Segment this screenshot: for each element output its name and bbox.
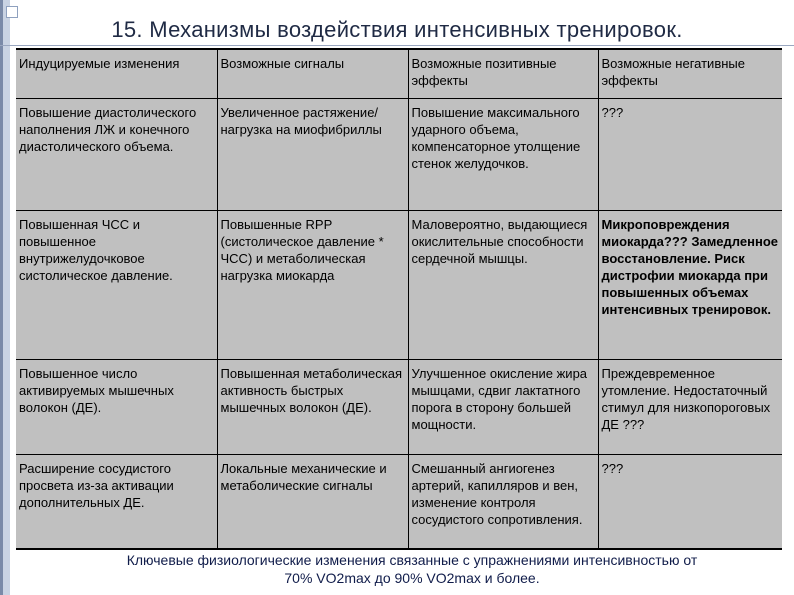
cell-negative-highlighted: Микроповреждения миокарда??? Замедленное восстановление. Риск дистрофии миокарда при повышенных объемах интенсивных тренировок. [598, 210, 782, 359]
title-underline [0, 45, 794, 46]
table-header-row [16, 50, 782, 98]
slide-footer-caption [40, 551, 784, 587]
header-cell-signals: Возможные сигналы [217, 50, 408, 98]
header-cell-positive: Возможные позитивные эффекты [408, 50, 598, 98]
cell-changes: Расширение сосудистого просвета из-за активации дополнительных ДЕ. [16, 454, 217, 548]
left-decorative-edge [0, 0, 3, 595]
table-grid [16, 50, 782, 548]
slide-title: 15. Механизмы воздействия интенсивных тренировок. [111, 17, 683, 42]
table-row [16, 98, 782, 210]
cell-negative: Преждевременное утомление. Недостаточный стимул для низкопороговых ДЕ ??? [598, 359, 782, 454]
header-cell-negative: Возможные негативные эффекты [598, 50, 782, 98]
cell-signals: Локальные механические и метаболические сигналы [217, 454, 408, 548]
cell-positive: Маловероятно, выдающиеся окислительные способности сердечной мышцы. [408, 210, 598, 359]
cell-changes: Повышенная ЧСС и повышенное внутрижелудочковое систолическое давление. [16, 210, 217, 359]
footer-line-2: 70% VO2max до 90% VO2max и более. [284, 570, 540, 586]
cell-positive: Смешанный ангиогенез артерий, капилляров и вен, изменение контроля сосудистого сопротивления. [408, 454, 598, 548]
header-cell-changes: Индуцируемые изменения [16, 50, 217, 98]
table-row [16, 454, 782, 548]
cell-signals: Повышенные RPP (систолическое давление * ЧСС) и метаболическая нагрузка миокарда [217, 210, 408, 359]
cell-positive: Улучшенное окисление жира мышцами, сдвиг лактатного порога в сторону большей мощности. [408, 359, 598, 454]
table-row [16, 359, 782, 454]
mechanisms-table [16, 48, 782, 550]
footer-line-1: Ключевые физиологические изменения связанные с упражнениями интенсивностью от [126, 552, 698, 568]
cell-negative: ??? [598, 454, 782, 548]
cell-signals: Повышенная метаболическая активность быстрых мышечных волокон (ДЕ). [217, 359, 408, 454]
cell-signals: Увеличенное растяжение/нагрузка на миофибриллы [217, 98, 408, 210]
table-row [16, 210, 782, 359]
cell-negative: ??? [598, 98, 782, 210]
cell-positive: Повышение максимального ударного объема, компенсаторное утолщение стенок желудочков. [408, 98, 598, 210]
cell-changes: Повышенное число активируемых мышечных волокон (ДЕ). [16, 359, 217, 454]
cell-changes: Повышение диастолического наполнения ЛЖ и конечного диастолического объема. [16, 98, 217, 210]
